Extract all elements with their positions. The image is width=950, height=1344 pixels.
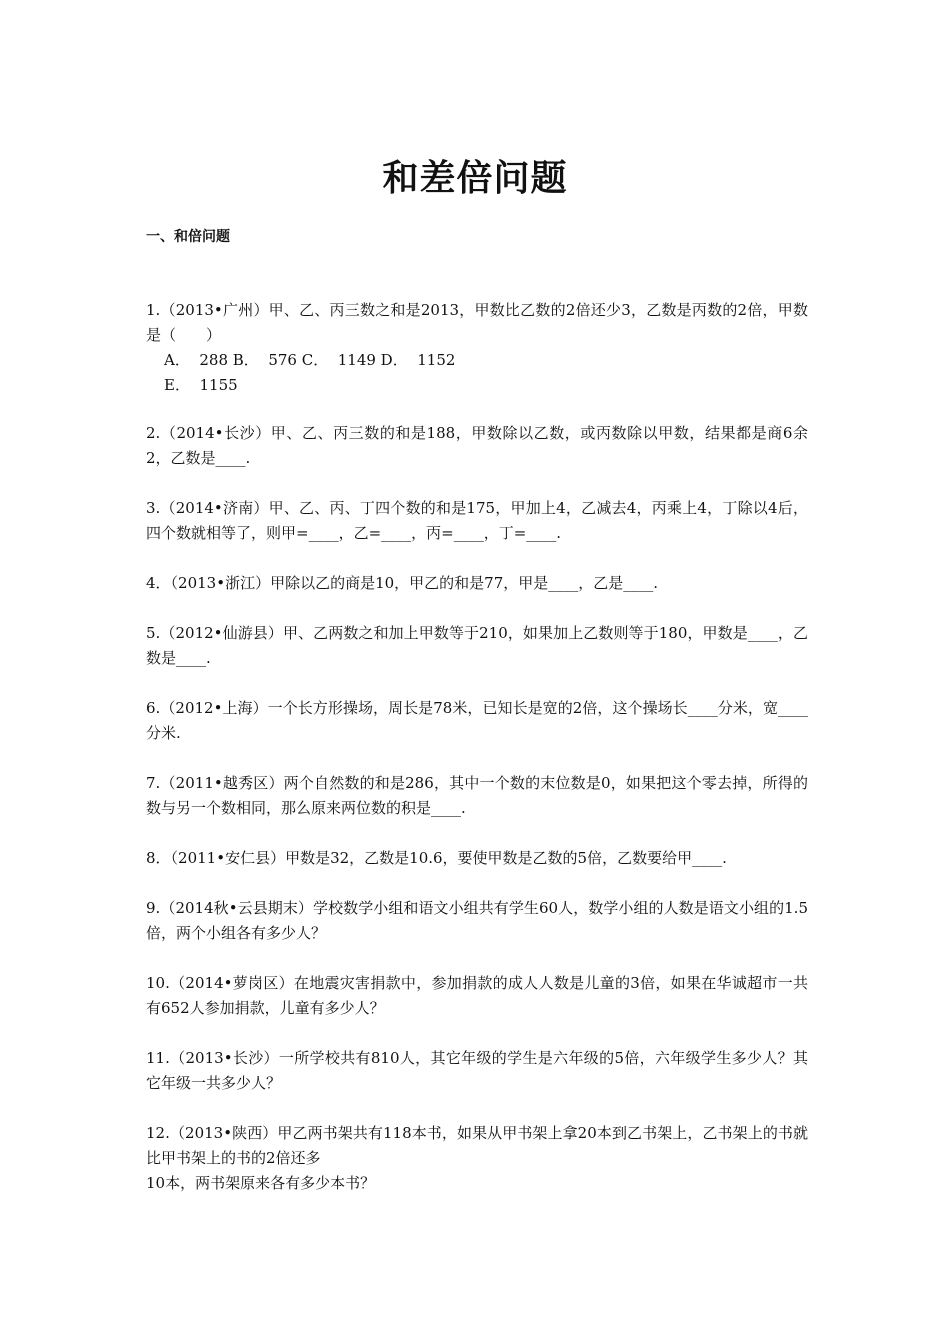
problem-stem: 10.（2014•萝岗区）在地震灾害捐款中，参加捐款的成人人数是儿童的3倍，如果在华诚超市一共有652人参加捐款，儿童有多少人？: [146, 974, 808, 1017]
problem-6: [146, 696, 808, 746]
problem-10: [146, 971, 808, 1021]
problem-stem: 11.（2013•长沙）一所学校共有810人，其它年级的学生是六年级的5倍，六年级学生多少人？其它年级一共多少人？: [146, 1049, 808, 1092]
problem-stem: 8．（2011•安仁县）甲数是32，乙数是10.6，要使甲数是乙数的5倍，乙数要给甲____.: [146, 849, 727, 867]
section-heading: 一、和倍问题: [146, 229, 230, 245]
page-title: 和差倍问题: [382, 158, 568, 199]
option-line: E． 1155: [164, 376, 238, 394]
problem-12: [146, 1121, 808, 1196]
problem-continuation: 10本，两书架原来各有多少本书？: [146, 1174, 376, 1192]
problem-5: [146, 621, 808, 671]
problem-3: [146, 496, 808, 546]
problem-stem: 1.（2013•广州）甲、乙、丙三数之和是2013，甲数比乙数的2倍还少3，乙数是丙数的2倍，甲数是（ ）: [146, 301, 808, 344]
problem-stem: 6.（2012•上海）一个长方形操场，周长是78米，已知长是宽的2倍，这个操场长____分米，宽____分米.: [146, 699, 808, 742]
problem-stem: 3.（2014•济南）甲、乙、丙、丁四个数的和是175，甲加上4，乙减去4，丙乘上4，丁除以4后，四个数就相等了，则甲=____，乙=____，丙=____，丁=____.: [146, 499, 808, 542]
problem-7: [146, 771, 808, 821]
problem-stem: 9.（2014秋•云县期末）学校数学小组和语文小组共有学生60人，数学小组的人数是语文小组的1.5倍，两个小组各有多少人？: [146, 899, 808, 942]
problem-4: [146, 571, 808, 596]
problem-11: [146, 1046, 808, 1096]
problem-2: [146, 421, 808, 471]
problem-stem: 2.（2014•长沙）甲、乙、丙三数的和是188，甲数除以乙数，或丙数除以甲数，结果都是商6余2，乙数是____.: [146, 424, 808, 467]
problem-stem: 12.（2013•陕西）甲乙两书架共有118本书，如果从甲书架上拿20本到乙书架上，乙书架上的书就比甲书架上的书的2倍还多: [146, 1124, 808, 1167]
problem-stem: 7.（2011•越秀区）两个自然数的和是286，其中一个数的末位数是0，如果把这个零去掉，所得的数与另一个数相同，那么原来两位数的积是____.: [146, 774, 808, 817]
option-line: A． 288 B． 576 C． 1149 D． 1152: [164, 351, 456, 369]
problem-stem: 4．（2013•浙江）甲除以乙的商是10，甲乙的和是77，甲是____，乙是____.: [146, 574, 659, 592]
answer-options: [146, 348, 808, 398]
problem-list: [146, 298, 808, 1221]
problem-1: [146, 298, 808, 398]
problem-stem: 5.（2012•仙游县）甲、乙两数之和加上甲数等于210，如果加上乙数则等于180，甲数是____，乙数是____.: [146, 624, 808, 667]
problem-8: [146, 846, 808, 871]
problem-9: [146, 896, 808, 946]
